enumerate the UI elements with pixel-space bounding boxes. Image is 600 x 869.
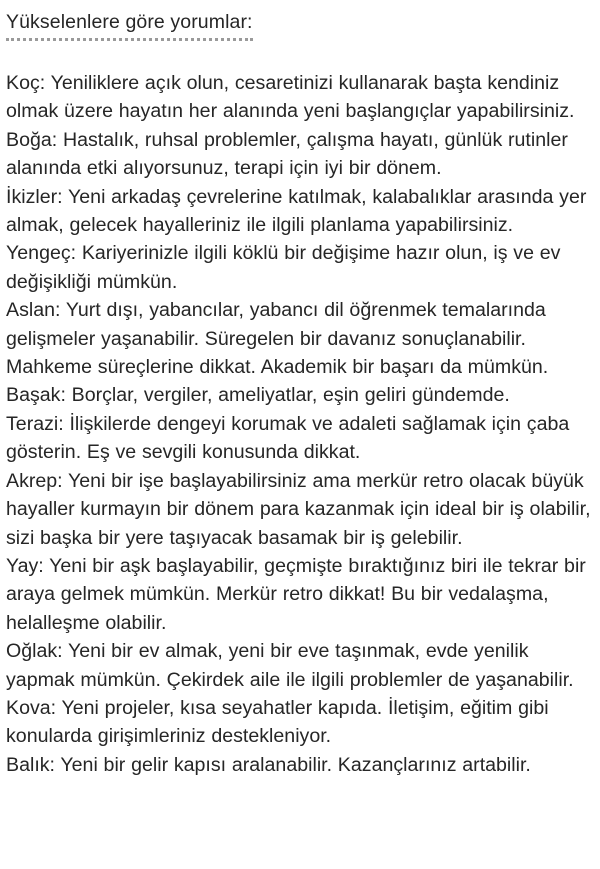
horoscope-list [6,69,598,779]
entry-balik: Balık: Yeni bir gelir kapısı aralanabilir. Kazançlarınız artabilir. [6,753,531,776]
entry-kova: Kova: Yeni projeler, kısa seyahatler kapıda. İletişim, eğitim gibi konularda girişimleriniz destekleniyor. [6,696,549,748]
entry-aslan: Aslan: Yurt dışı, yabancılar, yabancı dil öğrenmek temalarında gelişmeler yaşanabilir. Süregelen bir davanız sonuçlanabilir. Mahkeme süreçlerine dikkat. Akademik bir başarı da mümkün. [6,299,549,379]
entry-akrep: Akrep: Yeni bir işe başlayabilirsiniz ama merkür retro olacak büyük hayaller kurmayın bir dönem para kazanmak için ideal bir iş olabilir, sizi başka bir yere taşıyacak basamak bir iş gelebilir. [6,469,591,549]
entry-yay: Yay: Yeni bir aşk başlayabilir, geçmişte bıraktığınız biri ile tekrar bir araya gelmek mümkün. Merkür retro dikkat! Bu bir vedalaşma, helalleşme olabilir. [6,554,586,634]
page-title: Yükselenlere göre yorumlar: [6,8,253,41]
entry-terazi: Terazi: İlişkilerde dengeyi korumak ve adaleti sağlamak için çaba gösterin. Eş ve sevgili konusunda dikkat. [6,412,570,464]
entry-yengec: Yengeç: Kariyerinizle ilgili köklü bir değişime hazır olun, iş ve ev değişikliği mümkün. [6,242,561,293]
entry-koc: Koç: Yeniliklere açık olun, cesaretinizi kullanarak başta kendiniz olmak üzere hayatın her alanında yeni başlangıçlar yapabilirsiniz. [6,72,575,123]
entry-boga: Boğa: Hastalık, ruhsal problemler, çalışma hayatı, günlük rutinler alanında etki alıyorsunuz, terapi için iyi bir dönem. [6,128,568,180]
entry-ikizler: İkizler: Yeni arkadaş çevrelerine katılmak, kalabalıklar arasında yer almak, gelecek hayalleriniz ile ilgili planlama yapabilirsiniz. [6,185,587,237]
entry-oglak: Oğlak: Yeni bir ev almak, yeni bir eve taşınmak, evde yenilik yapmak mümkün. Çekirdek aile ile ilgili problemler de yaşanabilir. [6,640,574,691]
entry-basak: Başak: Borçlar, vergiler, ameliyatlar, eşin geliri gündemde. [6,384,510,407]
